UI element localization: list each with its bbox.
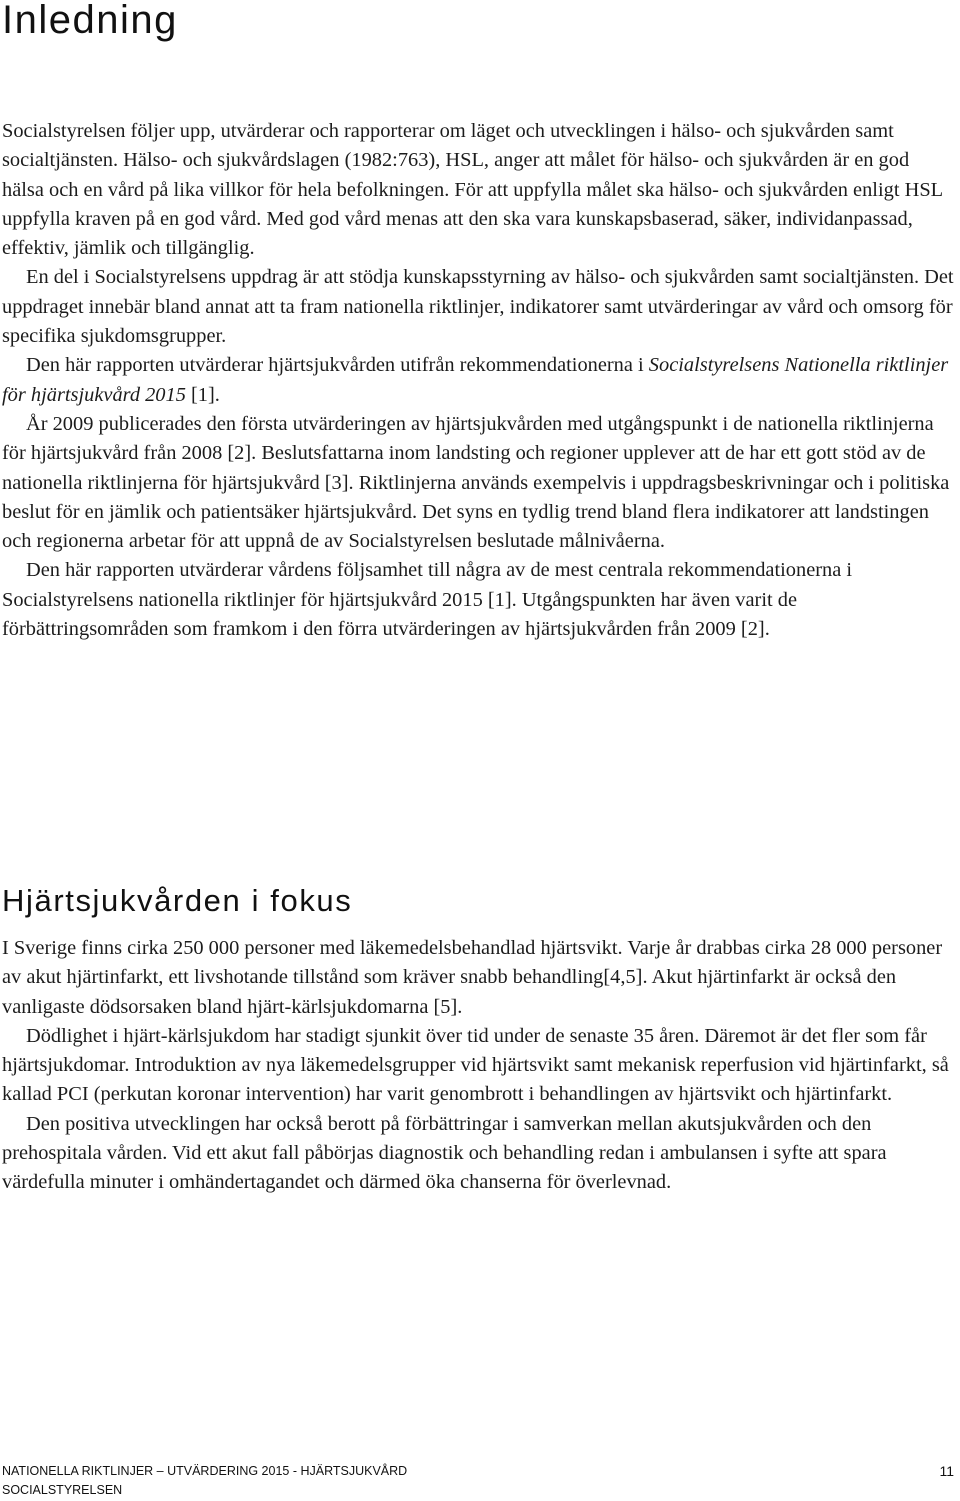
focus-section — [2, 934, 954, 1198]
paragraph: Den positiva utvecklingen har också berott på förbättringar i samverkan mellan akutsjukvården och den prehospitala vården. Vid ett akut fall påbörjas diagnostik och behandling redan i ambulansen i syfte att spara värdefulla minuter i omhändertagandet och därmed öka chanserna för överlevnad. — [2, 1112, 887, 1194]
paragraph-text: Den här rapporten utvärderar hjärtsjukvården utifrån rekommendationerna i — [26, 354, 649, 377]
guideline-title: Socialstyrelsens Nationella riktlinjer för hjärtsjukvård 2015 — [2, 354, 949, 406]
paragraph: Socialstyrelsen följer upp, utvärderar och rapporterar om läget och utvecklingen i hälso- och sjukvården samt socialtjänsten. Hälso- och sjukvårdslagen (1982:763), HSL, anger att målet för hälso- och sjukvården är en god hälsa och en vård på lika villkor för hela befolkningen. För att uppfylla målet ska hälso- och sjukvården enligt HSL uppfylla kraven på en god vård. Med god vård menas att den ska vara kunskapsbaserad, säker, individanpassad, effektiv, jämlik och tillgänglig. — [2, 120, 943, 260]
footer-publisher: SOCIALSTYRELSEN — [2, 1483, 123, 1497]
footer-series-title: NATIONELLA RIKTLINJER – UTVÄRDERING 2015 - HJÄRTSJUKVÅRD — [2, 1464, 408, 1478]
paragraph: År 2009 publicerades den första utvärderingen av hjärtsjukvården med utgångspunkt i de nationella riktlinjerna för hjärtsjukvård från 2008 [2]. Beslutsfattarna inom landsting och regioner upplever att de har ett gott stöd av de nationella riktlinjerna för hjärtsjukvård [3]. Riktlinjerna används exempelvis i uppdragsbeskrivningar och i politiska beslut för en jämlik och patientsäker hjärtsjukvård. Det syns en tydlig trend bland flera indikatorer att landstingen och regionerna arbetar för att uppnå de av Socialstyrelsen beslutade målnivåerna. — [2, 412, 950, 553]
paragraph: Dödlighet i hjärt-kärlsjukdom har stadigt sjunkit över tid under de senaste 35 åren. Däremot är det fler som får hjärtsjukdomar. Introduktion av nya läkemedelsgrupper vid hjärtsvikt samt mekanisk reperfusion vid hjärtinfarkt, så kallad PCI (perkutan koronar intervention) har varit genombrott i behandlingen av hjärtsvikt och hjärtinfarkt. — [2, 1024, 949, 1106]
section-heading: Hjärtsjukvården i fokus — [2, 883, 353, 918]
paragraph: Den här rapporten utvärderar vårdens följsamhet till några av de mest centrala rekommendationerna i Socialstyrelsens nationella riktlinjer för hjärtsjukvård 2015 [1]. Utgångspunkten har även varit de förbättringsområden som framkom i den förra utvärderingen av hjärtsjukvården från 2009 [2]. — [2, 559, 853, 641]
intro-section — [2, 117, 954, 644]
page-heading: Inledning — [2, 0, 178, 42]
paragraph: En del i Socialstyrelsens uppdrag är att stödja kunskapsstyrning av hälso- och sjukvården samt socialtjänsten. Det uppdraget innebär bland annat att ta fram nationella riktlinjer, indikatorer samt utvärderingar av vård och omsorg för specifika sjukdomsgrupper. — [2, 266, 954, 348]
footer-publication — [2, 1462, 407, 1500]
paragraph: I Sverige finns cirka 250 000 personer med läkemedelsbehandlad hjärtsvikt. Varje år drabbas cirka 28 000 personer av akut hjärtinfarkt, ett livshotande tillstånd som kräver snabb behandling[4,5]. Akut hjärtinfarkt är också den vanligaste dödsorsaken bland hjärt-kärlsjukdomarna [5]. — [2, 937, 943, 1018]
paragraph-text: [1]. — [185, 383, 220, 406]
paragraph-with-citation — [2, 351, 954, 410]
page-number: 11 — [939, 1463, 954, 1479]
